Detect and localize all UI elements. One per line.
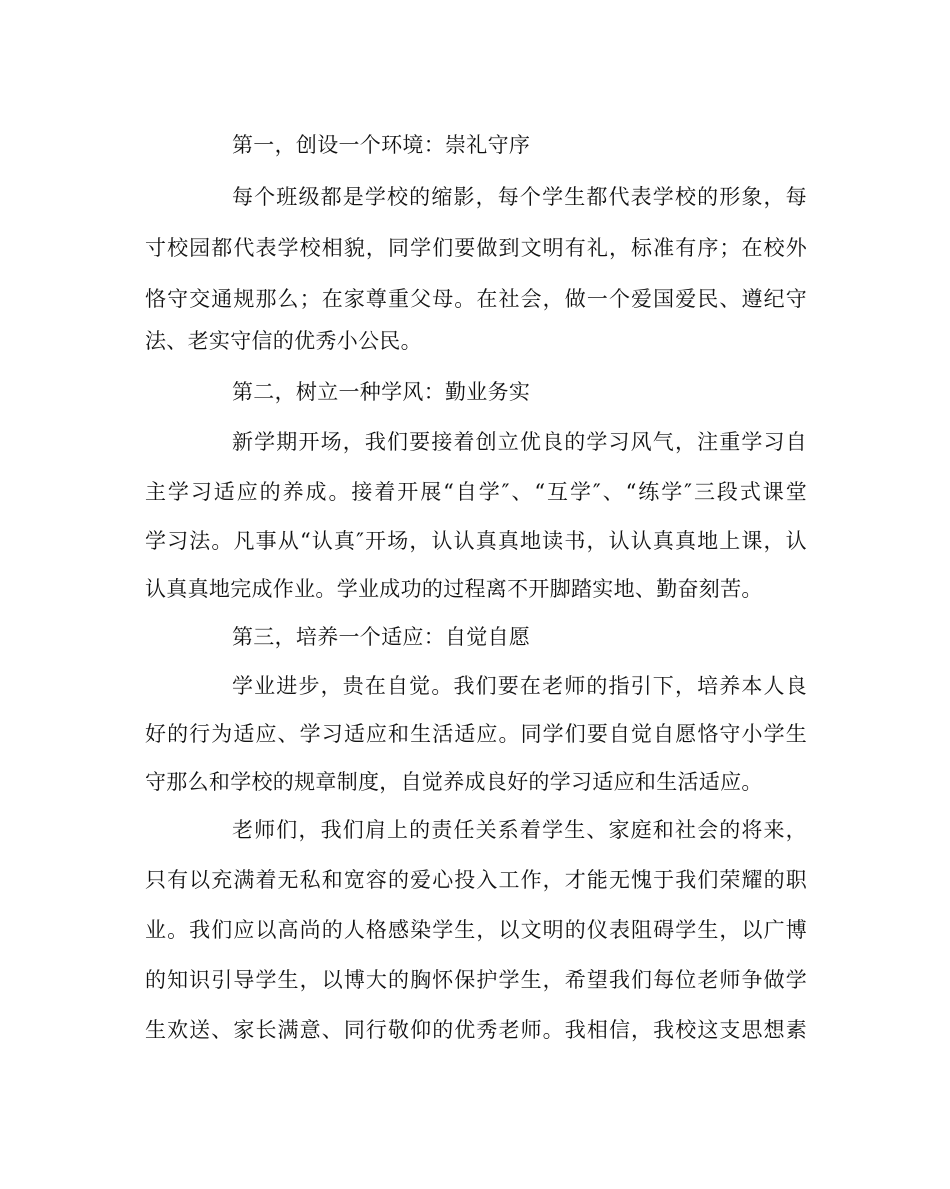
document-page — [145, 0, 807, 1189]
text-line: 恪守交通规那么；在家尊重父母。在社会，做一个爱国爱民、遵纪守 — [145, 287, 807, 311]
text-line: 只有以充满着无私和宽容的爱心投入工作，才能无愧于我们荣耀的职 — [145, 868, 807, 892]
text-line: 寸校园都代表学校相貌，同学们要做到文明有礼，标准有序；在校外 — [145, 236, 807, 260]
text-line: 认真真地完成作业。学业成功的过程离不开脚踏实地、勤奋刻苦。 — [145, 577, 763, 601]
text-line: 好的行为适应、学习适应和生活适应。同学们要自觉自愿恪守小学生 — [145, 722, 807, 746]
text-line: 学业进步，贵在自觉。我们要在老师的指引下，培养本人良 — [232, 674, 807, 698]
heading-3: 第三，培养一个适应：自觉自愿 — [232, 625, 531, 649]
heading-2: 第二，树立一种学风：勤业务实 — [232, 380, 531, 404]
text-line: 每个班级都是学校的缩影，每个学生都代表学校的形象，每 — [232, 185, 807, 209]
text-line: 业。我们应以高尚的人格感染学生，以文明的仪表阻碍学生，以广博 — [145, 918, 807, 942]
heading-1: 第一，创设一个环境：崇礼守序 — [232, 133, 531, 157]
text-line: 守那么和学校的规章制度，自觉养成良好的学习适应和生活适应。 — [145, 770, 763, 794]
text-line: 新学期开场，我们要接着创立优良的学习风气，注重学习自 — [232, 430, 807, 454]
text-line: 老师们，我们肩上的责任关系着学生、家庭和社会的将来， — [232, 818, 807, 842]
text-line: 学习法。凡事从“认真″开场，认认真真地读书，认认真真地上课，认 — [145, 529, 807, 553]
text-line: 生欢送、家长满意、同行敬仰的优秀老师。我相信，我校这支思想素 — [145, 1018, 807, 1042]
text-line: 的知识引导学生，以博大的胸怀保护学生，希望我们每位老师争做学 — [145, 968, 807, 992]
text-line: 法、老实守信的优秀小公民。 — [145, 329, 422, 353]
text-line: 主学习适应的养成。接着开展“自学″、“互学″、“练学″三段式课堂 — [145, 480, 807, 504]
